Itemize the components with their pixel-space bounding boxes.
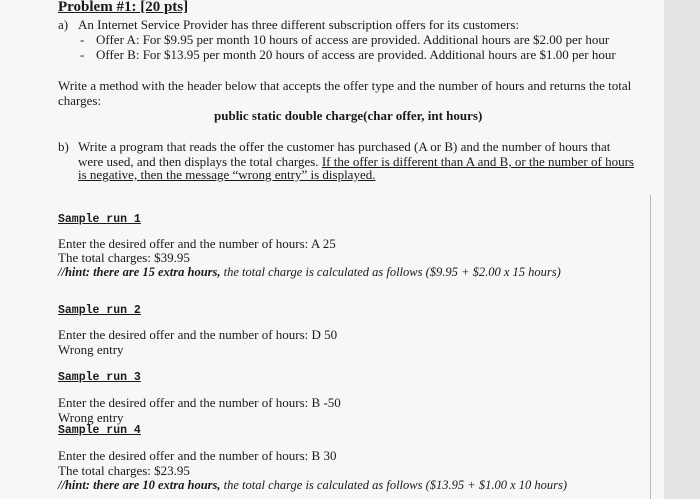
sample-run-heading: Sample run 1 — [58, 213, 141, 226]
sample-run-heading: Sample run 3 — [58, 371, 141, 384]
part-b-line2-underlined: If the offer is different than A and B, or the number of hours — [321, 154, 634, 169]
hint-bold: //hint: there are 10 extra hours, — [58, 478, 221, 492]
part-a-intro: An Internet Service Provider has three different subscription offers for its customers: — [78, 17, 520, 32]
sample-run-hint — [58, 265, 561, 280]
sample-run-prompt: Enter the desired offer and the number of hours: D 50 — [58, 327, 338, 342]
sample-run-output: The total charges: $39.95 — [58, 250, 190, 265]
sample-run-output: Wrong entry — [58, 342, 124, 357]
sample-run-heading: Sample run 4 — [58, 424, 141, 437]
hint-bold: //hint: there are 15 extra hours, — [58, 265, 221, 279]
part-b-line1: Write a program that reads the offer the customer has purchased (A or B) and the number of hours that — [78, 139, 611, 154]
problem-title: Problem #1: [20 pts] — [58, 0, 189, 15]
hint-rest: the total charge is calculated as follows ($9.95 + $2.00 x 15 hours) — [220, 265, 561, 279]
sample-run-prompt: Enter the desired offer and the number of hours: B 30 — [58, 448, 337, 463]
offer-a-text: Offer A: For $9.95 per month 10 hours of access are provided. Additional hours are $2.00 per hour — [96, 32, 610, 47]
part-b-label: b) — [58, 139, 69, 154]
sample-run-output: Wrong entry — [58, 410, 124, 425]
part-b-line3: is negative, then the message “wrong entry” is displayed. — [78, 167, 376, 182]
offer-b-text: Offer B: For $13.95 per month 20 hours of access are provided. Additional hours are $1.00 per hour — [96, 47, 616, 62]
bullet-dash: - — [80, 47, 85, 62]
page-edge-shadow — [664, 0, 700, 499]
sample-run-prompt: Enter the desired offer and the number of hours: A 25 — [58, 236, 336, 251]
method-instructions-line2: charges: — [58, 93, 102, 108]
sample-run-prompt: Enter the desired offer and the number of hours: B -50 — [58, 395, 341, 410]
part-a-label: a) — [58, 17, 69, 32]
part-b-line2-plain: were used, and then displays the total charges. — [78, 154, 322, 169]
hint-rest: the total charge is calculated as follows ($13.95 + $1.00 x 10 hours) — [220, 478, 568, 492]
page-border-line — [650, 195, 651, 499]
sample-run-heading: Sample run 2 — [58, 304, 141, 317]
sample-run-output: The total charges: $23.95 — [58, 463, 190, 478]
method-instructions-line1: Write a method with the header below that accepts the offer type and the number of hours and returns the total — [58, 78, 632, 93]
method-header-signature: public static double charge(char offer, int hours) — [214, 108, 483, 123]
sample-run-hint — [58, 478, 567, 493]
bullet-dash: - — [80, 32, 85, 47]
